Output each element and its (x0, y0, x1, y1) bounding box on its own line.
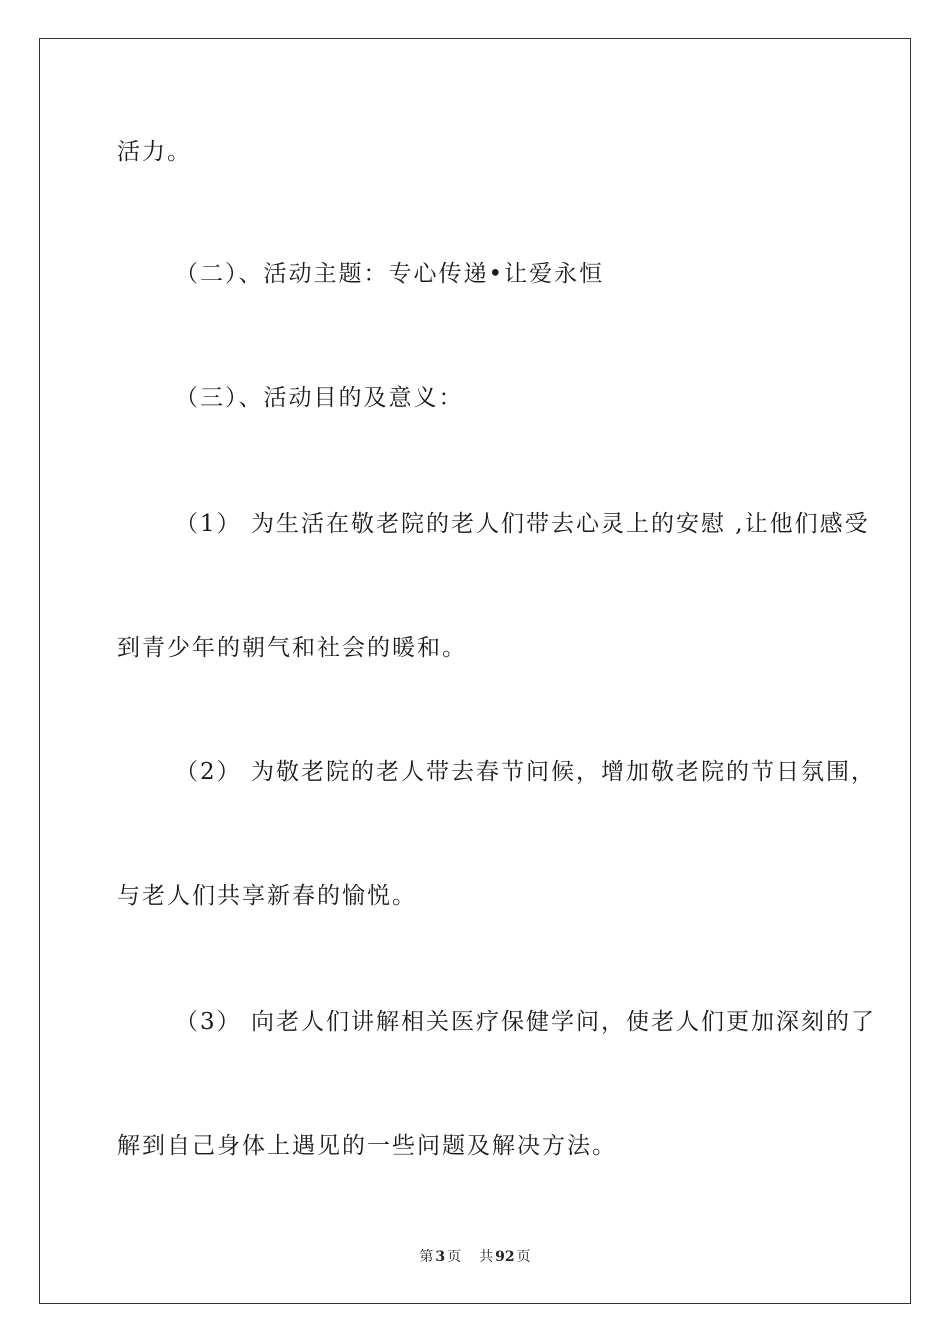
purpose-item-3-continued: 解到自己身体上遇见的一些问题及解决方法。 (117, 1133, 617, 1159)
section-heading-purpose: （三）、活动目的及意义： (175, 385, 464, 411)
page-border (39, 38, 911, 1304)
total-prefix: 共 (479, 1249, 494, 1265)
page-prefix: 第 (419, 1249, 434, 1265)
purpose-item-3: （3） 向老人们讲解相关医疗保健学问，使老人们更加深刻的了 (175, 1009, 876, 1035)
purpose-item-1-continued: 到青少年的朝气和社会的暖和。 (117, 635, 467, 661)
total-suffix: 页 (516, 1249, 531, 1265)
text-line-1: 活力。 (117, 139, 192, 165)
page-suffix: 页 (447, 1249, 462, 1265)
page-number: 3 (435, 1249, 446, 1265)
page-footer (0, 1247, 950, 1267)
purpose-item-2-continued: 与老人们共享新春的愉悦。 (117, 883, 417, 909)
purpose-item-2: （2） 为敬老院的老人带去春节问候，增加敬老院的节日氛围， (175, 759, 876, 785)
total-pages: 92 (495, 1249, 515, 1265)
section-heading-theme: （二）、活动主题：专心传递•让爱永恒 (175, 261, 605, 287)
purpose-item-1: （1） 为生活在敬老院的老人们带去心灵上的安慰 ,让他们感受 (175, 511, 870, 537)
